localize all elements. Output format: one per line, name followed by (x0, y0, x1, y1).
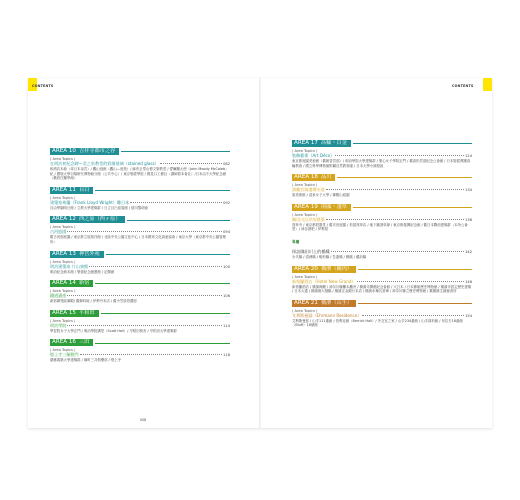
dot-leader (326, 189, 464, 190)
area-name: 品川 (320, 174, 332, 181)
area-name: 高輪・白金 (320, 140, 347, 146)
dot-leader (67, 325, 222, 326)
contents-label-right: CONTENTS (452, 84, 474, 88)
entry-description: 原美術館 / 清泉女子大學 / 御殿山庭園 (292, 193, 350, 198)
area-number: AREA 13 (52, 250, 76, 257)
toc-area (50, 280, 230, 304)
entry-description: 淺草寺 / 東京都慰靈堂 / 舊安田庭園 / 松屋淺草店 / 地下鐵淺草線 / 東京都復興紀念館 / 舊日本戰前建築群（本所公會堂）/ 神谷酒吧 / 伊勢屋 (292, 222, 468, 232)
entry-title: 明治建築家 片山東熊 (50, 263, 89, 269)
area-number: AREA 21 (294, 299, 318, 306)
area-topics-label: ( Area Topics ) (50, 318, 76, 323)
entry-title: 燈上寺三解脫門 (50, 352, 79, 358)
entry-page-number: 100 (223, 264, 230, 269)
toc-area (292, 174, 472, 198)
area-number: AREA 16 (52, 339, 76, 346)
area-name: 新宿 (78, 280, 90, 287)
area-number: AREA 20 (294, 265, 318, 272)
area-header (292, 174, 472, 181)
toc-area (50, 310, 230, 334)
area-header-rule (121, 151, 230, 152)
area-header-rule (101, 313, 230, 314)
area-name: 西之原 (78, 216, 95, 223)
dot-leader (89, 266, 222, 267)
area-header-bar (292, 266, 356, 273)
area-header-bar (292, 140, 351, 147)
entry-title: 建築家弗蘭（Frank Lloyd Wright）雕日本 (50, 199, 130, 205)
area-header (292, 140, 472, 147)
dot-leader (331, 251, 464, 252)
entry-title: 濱離宮與港灣水道 (292, 187, 325, 193)
entry-description: 和酒店本館（帝日本皇宮）/ 觀山庭館（觀山—庭苑）/ 麻布正堂山藝文聖教堂 / 愛爾蘭大使（John Moody McCaleb）紀 / 國境大學羽翔研究博物館分館（公共中心）/ 東京聖經學院 / 國見口工藝社（講師寫本會社）/日本由不大學紀念館（舊府庄蘭學館） (50, 167, 229, 181)
area-header (50, 310, 230, 317)
right-toc-column (292, 134, 472, 328)
area-header-rule (95, 190, 230, 191)
entry-title: 隅田川沿岸的建築 (292, 216, 325, 222)
toc-area (292, 300, 472, 328)
area-header-rule (358, 303, 472, 304)
area-header-bar (292, 204, 351, 211)
area-name: 兩國・淺草 (320, 203, 347, 210)
area-topics-label: ( Area Topics ) (50, 259, 76, 264)
toc-area (50, 339, 230, 363)
entry-title: 新格蘭酒店（Hotel New Grand） (292, 278, 356, 284)
entry-page-number: 114 (223, 323, 230, 328)
entry-description: 東京都庭園美術館（舊朝香宮邸）/ 明治學院大學建築群 / 聖心女子學院正門 / 舊高松宮邸紀念公會館 / 日本聖經教團高輪教會 / 國立科學博物館附屬自然教育園 / 日本大學小濱校區 (292, 159, 471, 168)
entry-page-number: 094 (223, 230, 230, 235)
column-page-number: 142 (465, 249, 472, 254)
area-header-bar (50, 310, 99, 317)
area-name: 吉祥寺 (78, 148, 95, 154)
toc-area (50, 216, 230, 244)
entry-description: 慶應義塾大學建築群 / 綱町三井俱樂部 / 燈上寺 (50, 358, 122, 363)
area-number: AREA 18 (294, 174, 318, 181)
area-header (50, 187, 230, 194)
entry-page-number: 154 (465, 313, 472, 318)
area-header-bar (50, 339, 93, 346)
area-header (50, 339, 230, 346)
area-number: AREA 15 (52, 309, 76, 316)
area-topics-label: ( Area Topics ) (292, 308, 318, 313)
area-topics-label: ( Area Topics ) (50, 225, 76, 230)
area-topics-label: ( Area Topics ) (292, 149, 318, 153)
dot-leader (67, 295, 222, 296)
area-header (50, 216, 230, 223)
entry-page-number: 118 (223, 353, 230, 358)
entry-page-number: 124 (465, 154, 472, 158)
area-subname: 都市之谷 (94, 148, 116, 154)
area-header-bar (50, 251, 104, 258)
area-name: 平和田 (78, 309, 95, 316)
dot-leader (357, 281, 465, 282)
spine-gutter (259, 78, 261, 428)
area-header-bar (50, 148, 119, 155)
entry-page-number: 106 (223, 294, 230, 299)
entry-description: 明治紀念館本館 / 聖德紀念繪畫館 / 記錄館 (50, 269, 115, 274)
book-spread (28, 78, 492, 428)
entry-description: 新格蘭酒店 / 橫濱海關 / 神奈川縣廳本廳舍 / 橫濱市開港紀念會館 / 大日本 / 日本郵船歷史博物館 / 橫濱市認定歷史建築 / 日本大通 / 橫濱港大棧橋 / 橫濱正金銀行本店 / 橫濱赤煉瓦倉庫 / 神奈川縣立歷史博物館 / 舊橫濱生絲檢查所 (292, 284, 472, 294)
area-name: 神宮外苑 (78, 250, 100, 257)
area-header (50, 251, 230, 258)
area-header (50, 148, 230, 155)
dot-leader (326, 219, 464, 220)
area-topics-label: ( Area Topics ) (292, 183, 318, 188)
dot-leader (160, 163, 222, 164)
area-header (292, 204, 472, 211)
area-header-rule (106, 254, 230, 255)
area-number: AREA 10 (52, 148, 76, 154)
entry-page-number: 146 (465, 279, 472, 284)
area-topics-label: ( Area Topics ) (50, 289, 76, 294)
toc-area (50, 187, 230, 211)
area-header-bar (292, 300, 356, 307)
column-description: 永代橋 / 清洲橋 / 駒形橋 / 吾妻橋 / 厩橋 / 藏前橋 (292, 254, 367, 259)
entry-description: 新宿御苑區御殿/ 舊御料地 / 伊勢丹本店 / 舊小笠原伯爵邸 (50, 299, 137, 304)
area-header (292, 300, 472, 307)
dot-leader (80, 354, 222, 355)
area-header-rule (353, 143, 472, 144)
area-number: AREA 12 (52, 216, 76, 223)
entry-description: 自由學園明日館 / 立教大學建築群 / 日立目白迎賓館 / 德川黎明會 (50, 205, 149, 210)
area-topics-label: ( Area Topics ) (50, 157, 76, 161)
dot-leader (362, 315, 464, 316)
area-header-bar (50, 216, 125, 223)
toc-area (292, 266, 472, 294)
entry-description: 艾利斯曼邸 / 山手111番館 / 伯利克館（Berrick Hall）/ 外交官之家 / 山手234番館 / 山手資料館 / 布拉夫18番館（Bluff）18號館 (292, 318, 463, 328)
area-header-bar (50, 280, 93, 287)
area-name: 三田 (78, 339, 90, 346)
contents-label-left: CONTENTS (32, 84, 54, 88)
area-header-rule (353, 207, 472, 208)
entry-title: 古河庭園 (50, 229, 67, 235)
entry-title: 明治學院 (50, 322, 67, 328)
entry-description: 學習院女子大學正門 / 明治學院講堂（Scott Hall）/ 早稻田校舍 / 早稻田大學建築群 (50, 328, 177, 333)
area-header-bar (50, 187, 93, 194)
area-number: AREA 11 (52, 186, 76, 193)
area-header-rule (337, 177, 472, 178)
dot-leader (335, 155, 464, 156)
area-number: AREA 19 (294, 203, 318, 210)
entry-title: 裝飾藝術（Art Déco） (292, 153, 335, 158)
area-topics-label: ( Area Topics ) (50, 195, 76, 200)
entry-description: 舊古河邸庭園 / 東京都立原宿洋館 / 北區中央公園文化中心 / 日本國家文化資產協會 / 東京大學（東京都中央公園管理所） (50, 235, 226, 244)
toc-area (292, 140, 472, 168)
area-header (292, 266, 472, 273)
toc-area (50, 148, 230, 181)
entry-title: 在明治初紀念碑—美之泉教堂的彩繪玻璃（stained glass） (50, 161, 159, 166)
area-number: AREA 17 (294, 140, 318, 146)
column-section-label: 專欄 (292, 239, 300, 244)
area-header-rule (127, 220, 230, 221)
area-topics-label: ( Area Topics ) (292, 274, 318, 279)
entry-page-number: 136 (465, 217, 472, 222)
area-topics-label: ( Area Topics ) (292, 212, 318, 217)
dot-leader (130, 202, 222, 203)
area-number: AREA 14 (52, 280, 76, 287)
area-header-bar (292, 174, 335, 181)
column-title: 探訪隅田川上的橋樑 (292, 248, 330, 254)
area-name: 橫濱（關內） (320, 265, 353, 272)
entry-page-number: 092 (223, 200, 230, 205)
area-header-rule (95, 343, 230, 344)
area-subname: （西ヶ原） (94, 216, 121, 223)
entry-page-number: 082 (223, 162, 230, 166)
left-toc-column (50, 142, 230, 363)
area-name: 橫濱（山手） (320, 299, 353, 306)
entry-page-number: 134 (465, 188, 472, 193)
area-name: 目白 (78, 186, 90, 193)
yellow-tab-right (483, 78, 492, 91)
area-header-rule (358, 269, 472, 270)
entry-title: 艾利斯曼邸（Ehrmann Residence） (292, 312, 362, 318)
area-topics-label: ( Area Topics ) (50, 348, 76, 353)
dot-leader (67, 231, 222, 232)
entry-title: 鐵道遺產 (50, 293, 67, 299)
page-number: 008 (140, 418, 147, 422)
area-header-rule (95, 283, 230, 284)
area-header (50, 280, 230, 287)
toc-area (292, 204, 472, 232)
toc-area (50, 251, 230, 275)
